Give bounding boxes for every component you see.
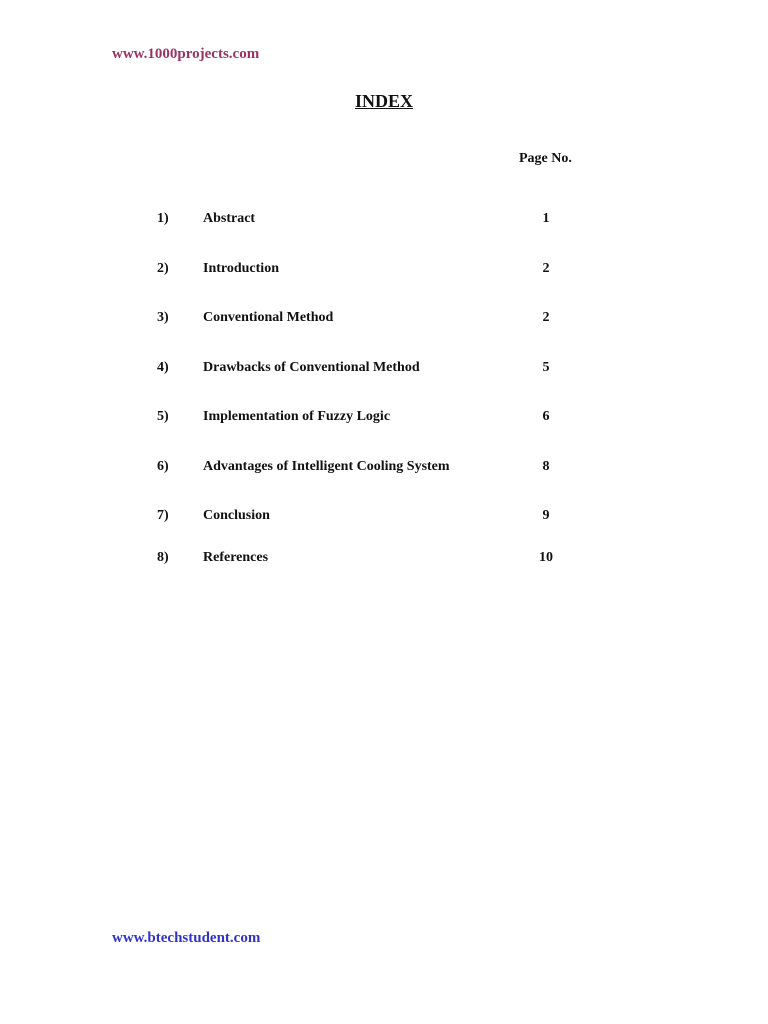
toc-item-number: 7) — [157, 508, 169, 523]
toc-item-page: 2 — [542, 310, 550, 325]
toc-row — [0, 459, 768, 479]
toc-item-title: Conventional Method — [203, 310, 334, 325]
toc-row — [0, 508, 768, 528]
toc-item-title: Abstract — [203, 211, 256, 226]
toc-item-number: 3) — [157, 310, 169, 325]
toc-item-number: 4) — [157, 360, 169, 375]
toc-item-number: 6) — [157, 459, 169, 474]
toc-item-page: 2 — [542, 261, 550, 276]
toc-item-title: Implementation of Fuzzy Logic — [203, 409, 391, 424]
toc-item-title: Advantages of Intelligent Cooling System — [203, 459, 450, 474]
toc-row — [0, 360, 768, 380]
toc-item-page: 6 — [542, 409, 550, 424]
footer-website-link[interactable]: www.btechstudent.com — [112, 930, 261, 946]
toc-item-number: 5) — [157, 409, 169, 424]
toc-row — [0, 261, 768, 281]
toc-row — [0, 550, 768, 570]
toc-item-page: 5 — [542, 360, 550, 375]
toc-item-number: 1) — [157, 211, 169, 226]
page-title: INDEX — [354, 91, 413, 111]
toc-row — [0, 409, 768, 429]
toc-item-title: Drawbacks of Conventional Method — [203, 360, 420, 375]
toc-item-title: Introduction — [203, 261, 279, 276]
toc-row — [0, 310, 768, 330]
toc-item-page: 9 — [542, 508, 550, 523]
toc-item-number: 8) — [157, 550, 169, 565]
toc-item-title: Conclusion — [203, 508, 270, 523]
toc-item-page: 8 — [542, 459, 550, 474]
toc-item-number: 2) — [157, 261, 169, 276]
toc-item-title: References — [203, 550, 269, 565]
toc-item-page: 1 — [542, 211, 550, 226]
header-website-link[interactable]: www.1000projects.com — [112, 46, 260, 62]
toc-item-page: 10 — [539, 550, 553, 565]
toc-row — [0, 211, 768, 231]
page-no-column-header: Page No. — [519, 151, 572, 166]
